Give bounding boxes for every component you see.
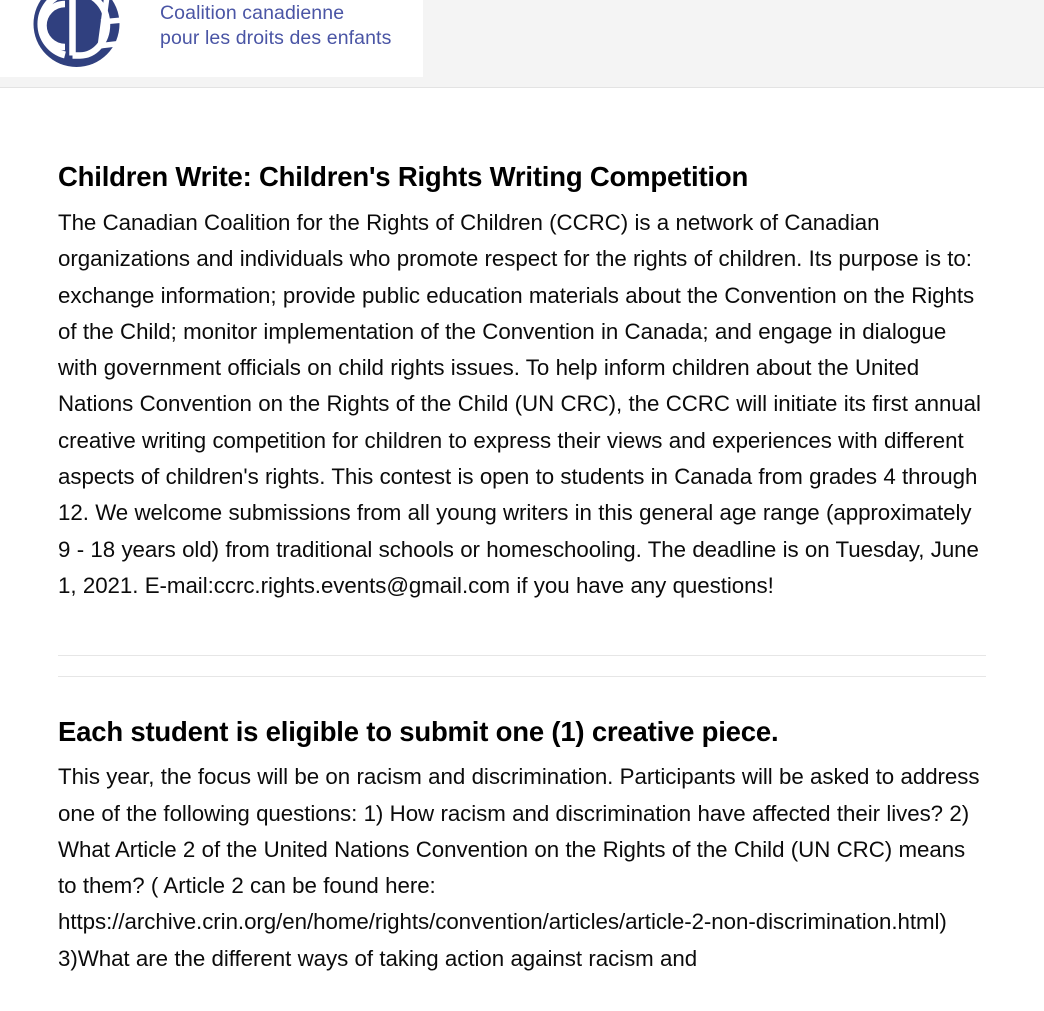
page-title: Children Write: Children's Rights Writing Competition bbox=[58, 161, 749, 192]
logo-panel[interactable] bbox=[0, 0, 423, 77]
intro-paragraph: The Canadian Coalition for the Rights of Children (CCRC) is a network of Canadian organizations and individuals who promote respect for the rights of children. Its purpose is to: exchange information; provide public education materials about the Convention on the Rights of the Child; monitor implementation of the Convention in Canada; and engage in dialogue with government officials on child rights issues. To help inform children about the United Nations Convention on the Rights of the Child (UN CRC), the CCRC will initiate its first annual creative writing competition for children to express their views and experiences with different aspects of children's rights. This contest is open to students in Canada from grades 4 through 12. We welcome submissions from all young writers in this general age range (approximately 9 - 18 years old) from traditional schools or homeschooling. The deadline is on Tuesday, June 1, 2021. E-mail:ccrc.rights.events@gmail.com if you have any questions! bbox=[58, 210, 981, 598]
site-header bbox=[0, 0, 1044, 88]
ccrc-cde-circle-logo-icon bbox=[8, 0, 145, 68]
page-content bbox=[0, 88, 1044, 977]
logo-wordmark-line-2: pour les droits des enfants bbox=[160, 27, 392, 49]
logo-wordmark bbox=[160, 1, 420, 51]
eligibility-paragraph: This year, the focus will be on racism and discrimination. Participants will be asked to address one of the following questions: 1) How racism and discrimination have affected their lives? 2) What Article 2 of the United Nations Convention on the Rights of the Child (UN CRC) means to them? ( Article 2 can be found here: https://archive.crin.org/en/home/rights/convention/articles/article-2-non-discrimination.html) 3)What are the different ways of taking action against racism and bbox=[58, 764, 980, 971]
logo-wordmark-line-1: Coalition canadienne bbox=[160, 2, 345, 24]
section-eligibility bbox=[58, 677, 986, 977]
divider-rule-1 bbox=[58, 655, 986, 656]
section-divider-group bbox=[58, 604, 986, 677]
section-heading-eligibility: Each student is eligible to submit one (1) creative piece. bbox=[58, 716, 779, 748]
section-competition-intro bbox=[58, 88, 986, 604]
